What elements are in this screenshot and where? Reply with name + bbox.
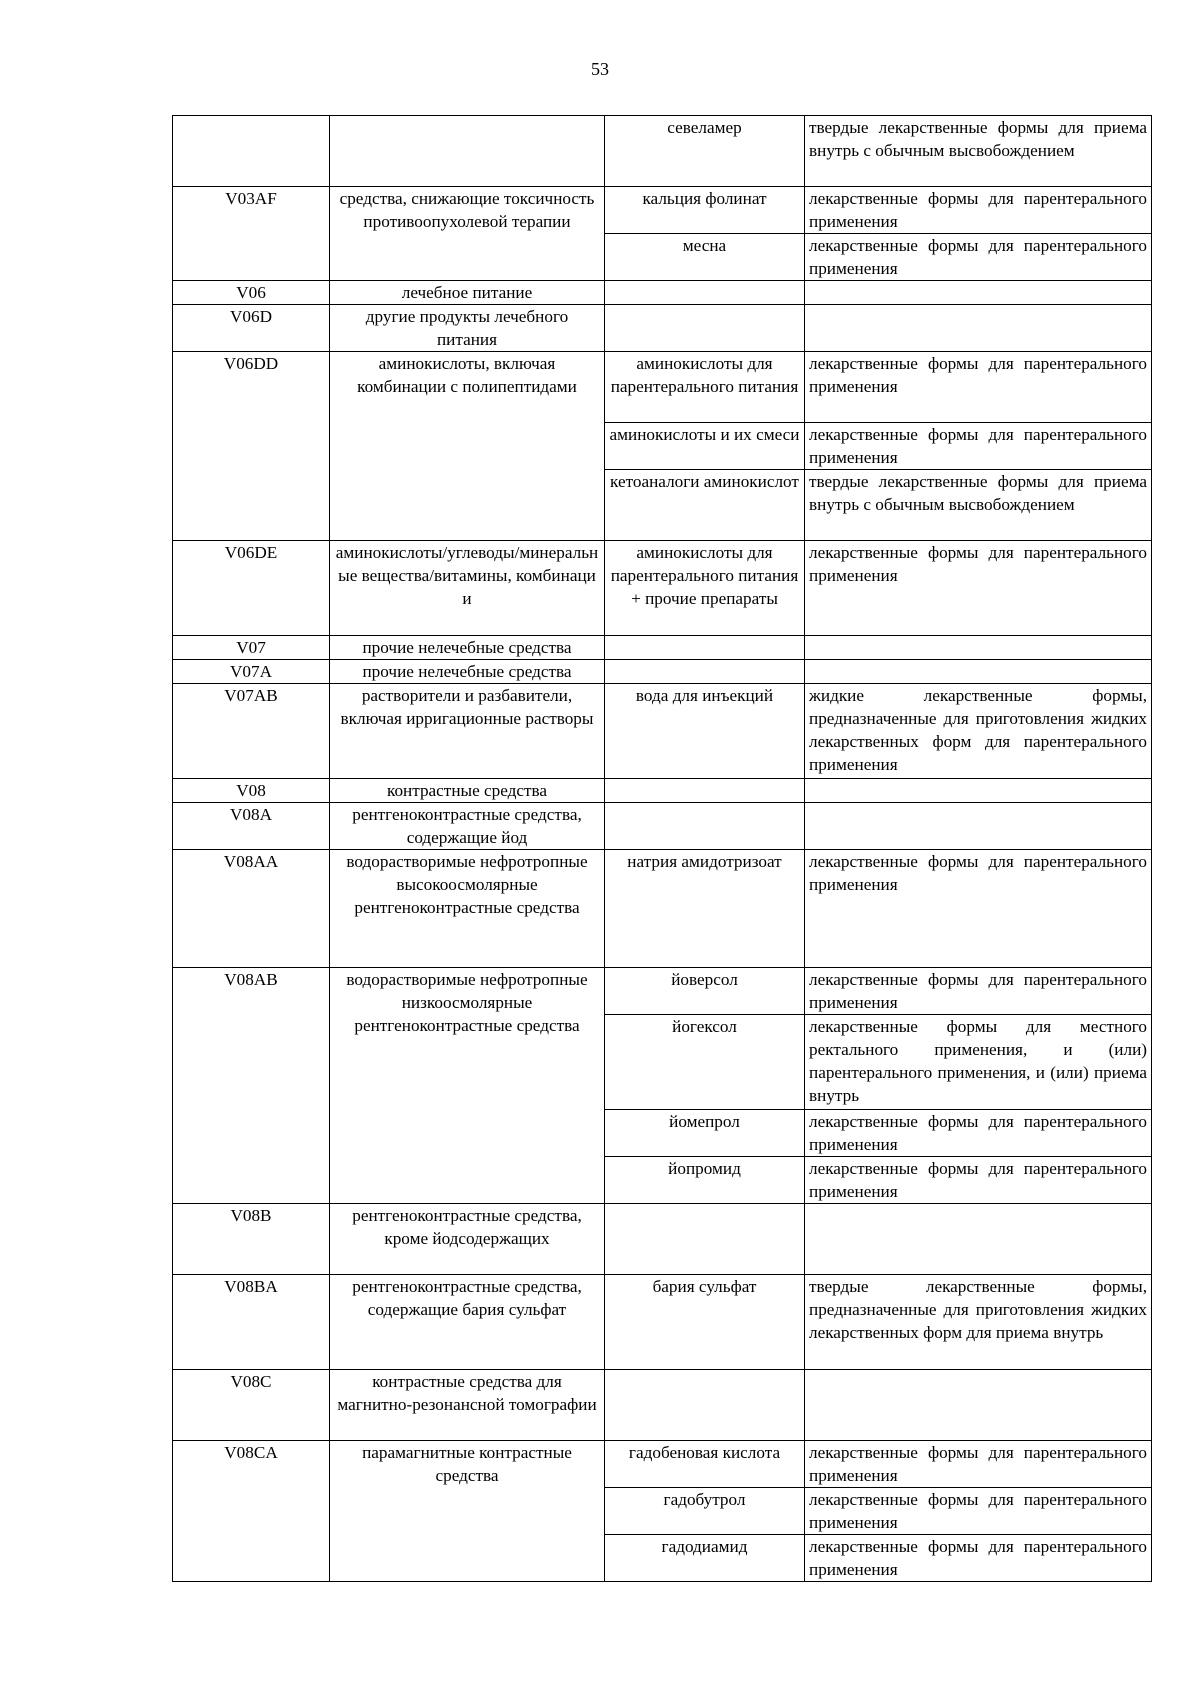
dosage-form: [805, 779, 1152, 803]
page-number: 53: [591, 59, 609, 79]
atc-code: V08AB: [173, 968, 330, 1204]
drug-name: кетоаналоги аминокислот: [605, 470, 805, 541]
dosage-form: лекарственные формы для парентерального применения: [805, 187, 1152, 234]
table-row: [173, 281, 1152, 305]
table-row: [173, 779, 1152, 803]
drug-name: бария сульфат: [605, 1275, 805, 1370]
atc-code: [173, 116, 330, 187]
atc-group: прочие нелечебные средства: [330, 660, 605, 684]
dosage-form: лекарственные формы для парентерального применения: [805, 850, 1152, 968]
drug-name: гадобеновая кислота: [605, 1441, 805, 1488]
drug-name: йомепрол: [605, 1110, 805, 1157]
drug-name: аминокислоты и их смеси: [605, 423, 805, 470]
atc-code: V08B: [173, 1204, 330, 1275]
dosage-form: твердые лекарственные формы для приема внутрь с обычным высвобождением: [805, 116, 1152, 187]
atc-code: V08CA: [173, 1441, 330, 1582]
drug-name: [605, 660, 805, 684]
atc-group: аминокислоты/углеводы/минеральные вещества/витамины, комбинации: [330, 541, 605, 636]
table-row: [173, 1441, 1152, 1488]
dosage-form: [805, 1370, 1152, 1441]
drug-name: месна: [605, 234, 805, 281]
table-row: [173, 187, 1152, 234]
dosage-form: твердые лекарственные формы для приема внутрь с обычным высвобождением: [805, 470, 1152, 541]
table-row: [173, 541, 1152, 636]
atc-group: прочие нелечебные средства: [330, 636, 605, 660]
dosage-form: лекарственные формы для парентерального применения: [805, 1157, 1152, 1204]
dosage-form: лекарственные формы для парентерального применения: [805, 1535, 1152, 1582]
atc-code: V07A: [173, 660, 330, 684]
dosage-form: лекарственные формы для местного ректального применения, и (или) парентерального применения, и (или) приема внутрь: [805, 1015, 1152, 1110]
dosage-form: [805, 281, 1152, 305]
dosage-form: [805, 660, 1152, 684]
dosage-form: лекарственные формы для парентерального применения: [805, 423, 1152, 470]
atc-group: [330, 116, 605, 187]
drug-name: [605, 305, 805, 352]
table-row: [173, 968, 1152, 1015]
table-row: [173, 305, 1152, 352]
atc-group: водорастворимые нефротропные низкоосмолярные рентгеноконтрастные средства: [330, 968, 605, 1204]
drug-name: кальция фолинат: [605, 187, 805, 234]
table-row: [173, 1370, 1152, 1441]
dosage-form: лекарственные формы для парентерального применения: [805, 1488, 1152, 1535]
atc-group: рентгеноконтрастные средства, содержащие бария сульфат: [330, 1275, 605, 1370]
atc-group: растворители и разбавители, включая ирригационные растворы: [330, 684, 605, 779]
dosage-form: [805, 803, 1152, 850]
drug-name: натрия амидотризоат: [605, 850, 805, 968]
dosage-form: лекарственные формы для парентерального применения: [805, 1441, 1152, 1488]
atc-code: V06: [173, 281, 330, 305]
drug-name: йогексол: [605, 1015, 805, 1110]
table-row: [173, 803, 1152, 850]
dosage-form: лекарственные формы для парентерального применения: [805, 234, 1152, 281]
drug-name: йопромид: [605, 1157, 805, 1204]
table-row: [173, 116, 1152, 187]
atc-group: аминокислоты, включая комбинации с полипептидами: [330, 352, 605, 541]
atc-group: рентгеноконтрастные средства, содержащие йод: [330, 803, 605, 850]
table-row: [173, 850, 1152, 968]
drug-name: севеламер: [605, 116, 805, 187]
atc-code: V08: [173, 779, 330, 803]
dosage-form: [805, 1204, 1152, 1275]
atc-code: V08BA: [173, 1275, 330, 1370]
dosage-form: лекарственные формы для парентерального применения: [805, 1110, 1152, 1157]
dosage-form: [805, 636, 1152, 660]
atc-code: V06DD: [173, 352, 330, 541]
table-row: [173, 636, 1152, 660]
table-row: [173, 684, 1152, 779]
atc-drug-table: [172, 115, 1152, 1582]
drug-name: [605, 1204, 805, 1275]
dosage-form: [805, 305, 1152, 352]
atc-group: парамагнитные контрастные средства: [330, 1441, 605, 1582]
atc-code: V06D: [173, 305, 330, 352]
atc-code: V03AF: [173, 187, 330, 281]
dosage-form: лекарственные формы для парентерального применения: [805, 352, 1152, 423]
drug-name: аминокислоты для парентерального питания: [605, 352, 805, 423]
drug-name: аминокислоты для парентерального питания + прочие препараты: [605, 541, 805, 636]
atc-code: V07: [173, 636, 330, 660]
atc-group: средства, снижающие токсичность противоопухолевой терапии: [330, 187, 605, 281]
atc-code: V08AA: [173, 850, 330, 968]
drug-name: [605, 281, 805, 305]
drug-name: [605, 803, 805, 850]
atc-code: V07AB: [173, 684, 330, 779]
table-row: [173, 1275, 1152, 1370]
atc-group: контрастные средства: [330, 779, 605, 803]
atc-code: V08A: [173, 803, 330, 850]
atc-group: лечебное питание: [330, 281, 605, 305]
drug-name: [605, 636, 805, 660]
table-row: [173, 1204, 1152, 1275]
dosage-form: жидкие лекарственные формы, предназначенные для приготовления жидких лекарственных форм для парентерального применения: [805, 684, 1152, 779]
atc-group: контрастные средства для магнитно-резонансной томографии: [330, 1370, 605, 1441]
drug-name: йоверсол: [605, 968, 805, 1015]
dosage-form: лекарственные формы для парентерального применения: [805, 541, 1152, 636]
atc-group: рентгеноконтрастные средства, кроме йодсодержащих: [330, 1204, 605, 1275]
atc-code: V06DE: [173, 541, 330, 636]
table-row: [173, 352, 1152, 423]
drug-name: гадодиамид: [605, 1535, 805, 1582]
atc-group: водорастворимые нефротропные высокоосмолярные рентгеноконтрастные средства: [330, 850, 605, 968]
table-row: [173, 660, 1152, 684]
dosage-form: лекарственные формы для парентерального применения: [805, 968, 1152, 1015]
atc-code: V08C: [173, 1370, 330, 1441]
dosage-form: твердые лекарственные формы, предназначенные для приготовления жидких лекарственных форм для приема внутрь: [805, 1275, 1152, 1370]
drug-name: вода для инъекций: [605, 684, 805, 779]
drug-name: гадобутрол: [605, 1488, 805, 1535]
drug-name: [605, 1370, 805, 1441]
atc-group: другие продукты лечебного питания: [330, 305, 605, 352]
drug-name: [605, 779, 805, 803]
